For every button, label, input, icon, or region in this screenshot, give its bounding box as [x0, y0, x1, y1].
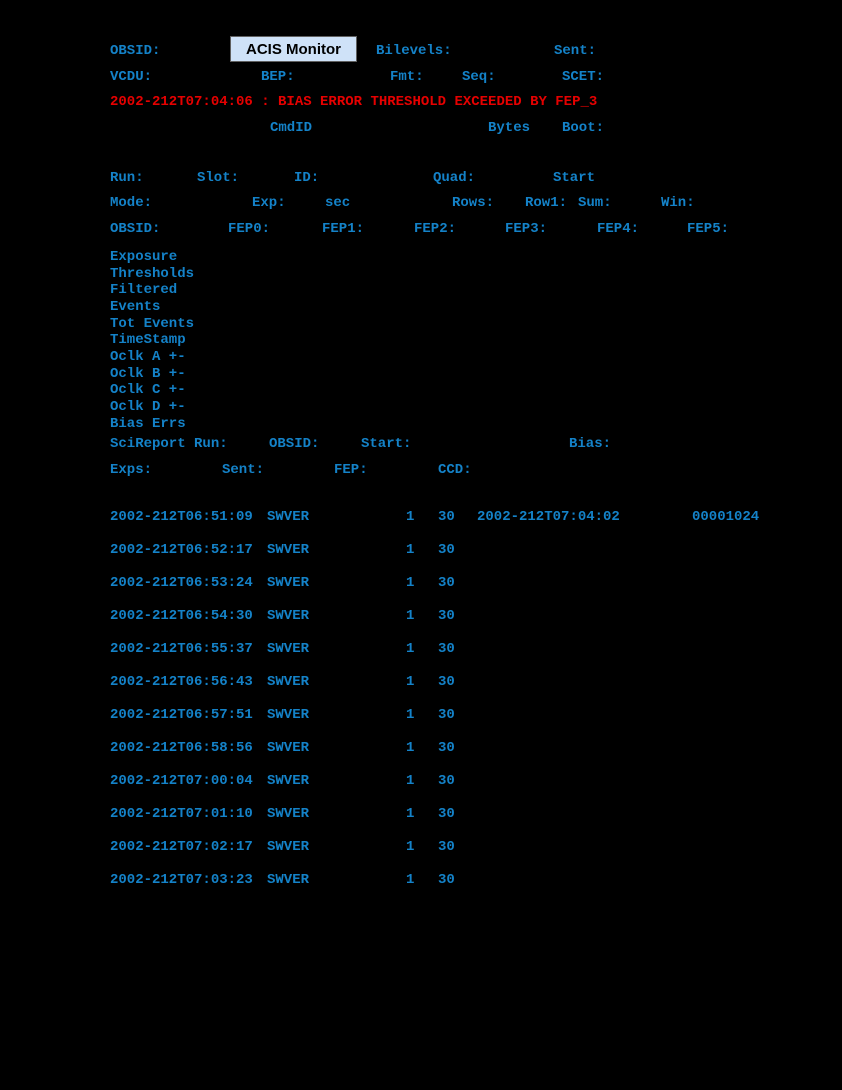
- scireport-start-label: Start:: [361, 436, 412, 452]
- rows-label: Rows:: [452, 195, 495, 211]
- log-ccd: 30: [438, 839, 455, 855]
- log-time: 2002-212T06:58:56: [110, 740, 253, 756]
- log-ccd: 30: [438, 674, 455, 690]
- log-ccd: 30: [438, 608, 455, 624]
- log-time: 2002-212T07:01:10: [110, 806, 253, 822]
- log-time: 2002-212T06:57:51: [110, 707, 253, 723]
- scireport-run-label: SciReport Run:: [110, 436, 228, 452]
- scireport-fep-label: FEP:: [334, 462, 368, 478]
- fep3-label: FEP3:: [505, 221, 548, 237]
- bilevels-label: Bilevels:: [376, 43, 452, 59]
- stat-label-thresholds: Thresholds: [110, 266, 195, 282]
- acis-monitor-button[interactable]: ACIS Monitor: [230, 36, 357, 62]
- log-count: 1: [406, 740, 415, 756]
- log-count: 1: [406, 542, 415, 558]
- mode-label: Mode:: [110, 195, 153, 211]
- log-time: 2002-212T06:56:43: [110, 674, 253, 690]
- stat-label-oclk-b: Oclk B +-: [110, 366, 186, 382]
- log-bias-time: 2002-212T07:04:02: [477, 509, 620, 525]
- stat-label-timestamp: TimeStamp: [110, 332, 186, 348]
- id-label: ID:: [294, 170, 320, 186]
- log-packet: SWVER: [267, 839, 310, 855]
- log-time: 2002-212T06:52:17: [110, 542, 253, 558]
- log-time: 2002-212T06:54:30: [110, 608, 253, 624]
- stat-label-events: Events: [110, 299, 161, 315]
- scireport-sent-label: Sent:: [222, 462, 265, 478]
- scireport-bias-label: Bias:: [569, 436, 612, 452]
- log-count: 1: [406, 509, 415, 525]
- seq-label: Seq:: [462, 69, 496, 85]
- log-count: 1: [406, 872, 415, 888]
- log-ccd: 30: [438, 542, 455, 558]
- stat-label-exposure: Exposure: [110, 249, 178, 265]
- win-label: Win:: [661, 195, 695, 211]
- fep1-label: FEP1:: [322, 221, 365, 237]
- log-packet: SWVER: [267, 707, 310, 723]
- fep4-label: FEP4:: [597, 221, 640, 237]
- obsid2-label: OBSID:: [110, 221, 161, 237]
- sum-label: Sum:: [578, 195, 612, 211]
- slot-label: Slot:: [197, 170, 240, 186]
- cmdid-label: CmdID: [270, 120, 313, 136]
- log-time: 2002-212T07:00:04: [110, 773, 253, 789]
- log-ccd: 30: [438, 509, 455, 525]
- stat-label-filtered: Filtered: [110, 282, 178, 298]
- boot-label: Boot:: [562, 120, 605, 136]
- stat-label-tot-events: Tot Events: [110, 316, 195, 332]
- fmt-label: Fmt:: [390, 69, 424, 85]
- fep5-label: FEP5:: [687, 221, 730, 237]
- scet-label: SCET:: [562, 69, 605, 85]
- obsid-label: OBSID:: [110, 43, 161, 59]
- log-time: 2002-212T06:53:24: [110, 575, 253, 591]
- log-packet: SWVER: [267, 872, 310, 888]
- log-packet: SWVER: [267, 575, 310, 591]
- log-time: 2002-212T06:55:37: [110, 641, 253, 657]
- log-ccd: 30: [438, 773, 455, 789]
- scireport-exps-label: Exps:: [110, 462, 153, 478]
- exp-label: Exp:: [252, 195, 286, 211]
- log-ccd: 30: [438, 575, 455, 591]
- log-ccd: 30: [438, 806, 455, 822]
- scireport-obsid-label: OBSID:: [269, 436, 320, 452]
- log-ccd: 30: [438, 740, 455, 756]
- fep0-label: FEP0:: [228, 221, 271, 237]
- bytes-label: Bytes: [488, 120, 531, 136]
- scireport-ccd-label: CCD:: [438, 462, 472, 478]
- log-count: 1: [406, 773, 415, 789]
- fep2-label: FEP2:: [414, 221, 457, 237]
- log-time: 2002-212T07:02:17: [110, 839, 253, 855]
- log-packet: SWVER: [267, 806, 310, 822]
- log-packet: SWVER: [267, 509, 310, 525]
- log-bias-value: 00001024: [692, 509, 760, 525]
- log-packet: SWVER: [267, 740, 310, 756]
- log-packet: SWVER: [267, 641, 310, 657]
- log-ccd: 30: [438, 707, 455, 723]
- log-count: 1: [406, 641, 415, 657]
- sent-label: Sent:: [554, 43, 597, 59]
- log-packet: SWVER: [267, 773, 310, 789]
- log-count: 1: [406, 806, 415, 822]
- log-count: 1: [406, 707, 415, 723]
- sec-label: sec: [325, 195, 351, 211]
- row1-label: Row1:: [525, 195, 568, 211]
- log-time: 2002-212T06:51:09: [110, 509, 253, 525]
- stat-label-bias-errs: Bias Errs: [110, 416, 186, 432]
- log-count: 1: [406, 608, 415, 624]
- log-ccd: 30: [438, 641, 455, 657]
- vcdu-label: VCDU:: [110, 69, 153, 85]
- log-ccd: 30: [438, 872, 455, 888]
- log-count: 1: [406, 674, 415, 690]
- log-packet: SWVER: [267, 542, 310, 558]
- start-label: Start: [553, 170, 596, 186]
- log-count: 1: [406, 575, 415, 591]
- run-label: Run:: [110, 170, 144, 186]
- log-time: 2002-212T07:03:23: [110, 872, 253, 888]
- stat-label-oclk-c: Oclk C +-: [110, 382, 186, 398]
- quad-label: Quad:: [433, 170, 476, 186]
- bias-error-alert: 2002-212T07:04:06 : BIAS ERROR THRESHOLD EXCEEDED BY FEP_3: [110, 94, 598, 110]
- stat-label-oclk-d: Oclk D +-: [110, 399, 186, 415]
- log-packet: SWVER: [267, 674, 310, 690]
- stat-label-oclk-a: Oclk A +-: [110, 349, 186, 365]
- bep-label: BEP:: [261, 69, 295, 85]
- log-count: 1: [406, 839, 415, 855]
- log-packet: SWVER: [267, 608, 310, 624]
